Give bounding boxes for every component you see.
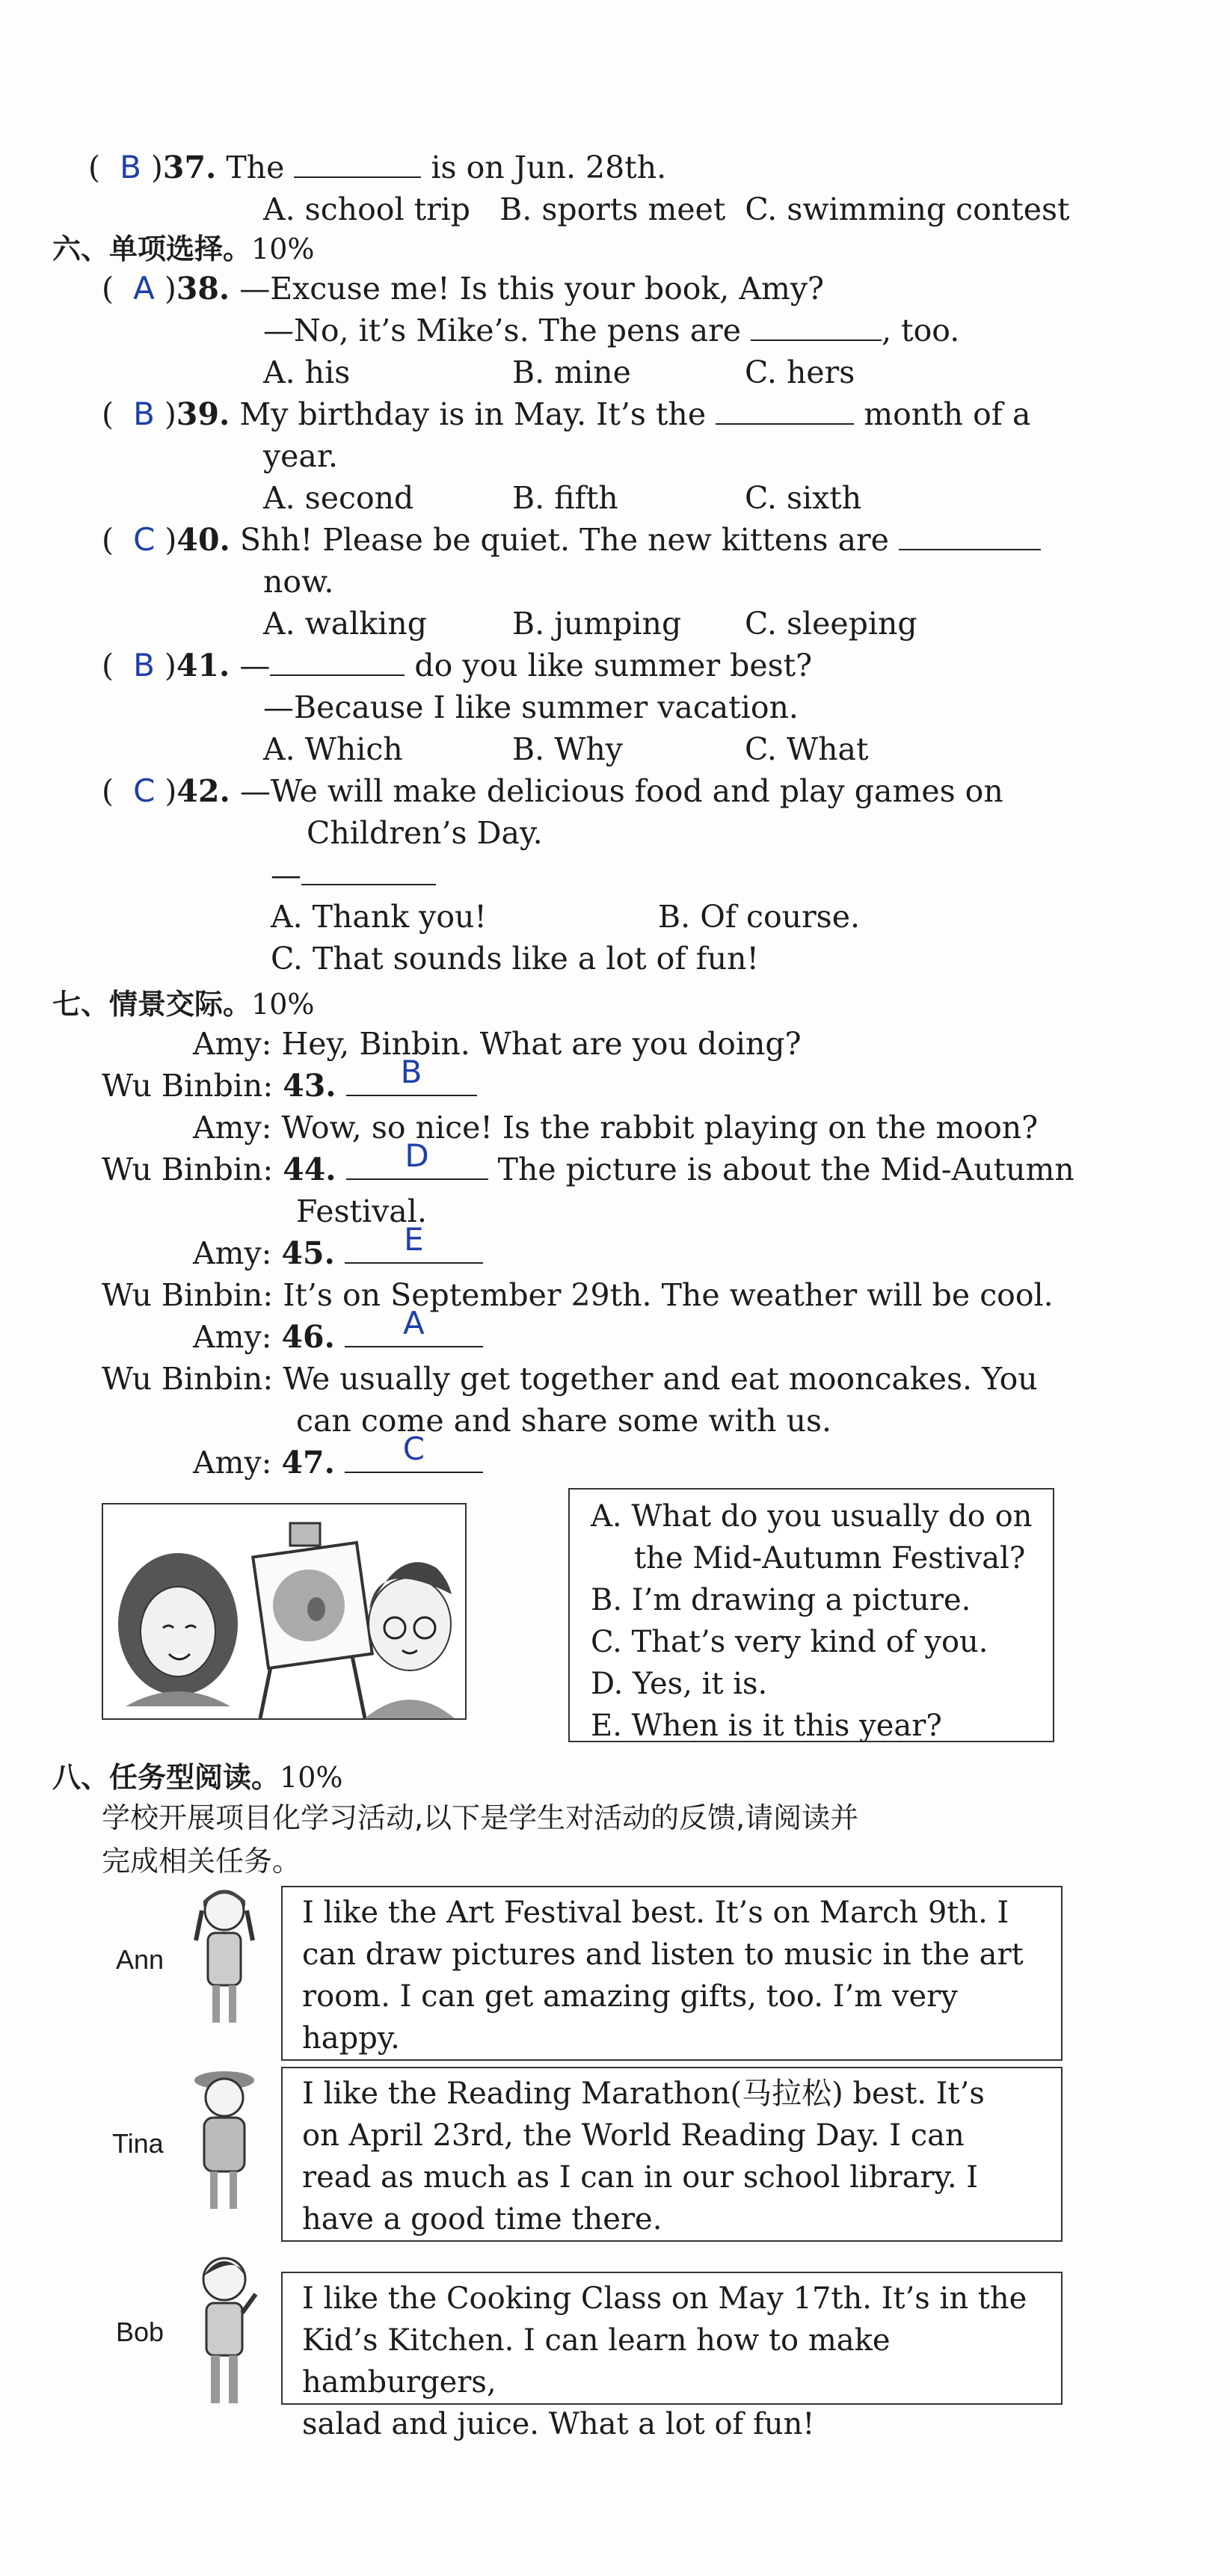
student-name: Ann [116, 1944, 164, 1975]
dialogue-options-box [568, 1488, 1054, 1742]
feedback-line: I like the Art Festival best. It’s on March 9th. I [302, 1896, 1009, 1930]
section-6-title [52, 226, 314, 267]
girl-figure-icon [187, 1884, 262, 2034]
stem: Children’s Day. [307, 815, 543, 851]
answer-47: C [402, 1430, 425, 1467]
option-c: C. What [745, 731, 869, 767]
answer-44: D [405, 1137, 429, 1174]
answer-40: C [133, 521, 156, 558]
stem: —We will make delicious food and play games on [239, 773, 1003, 809]
speaker: Amy: [193, 1235, 272, 1271]
rabbit-icon [307, 1597, 325, 1621]
question-number: 42. [176, 773, 230, 809]
speaker: Wu Binbin: [102, 1152, 274, 1187]
section-percent: 10% [251, 988, 315, 1021]
option-c: C. That sounds like a lot of fun! [271, 941, 760, 977]
answer-blank [899, 519, 1041, 550]
question-40: ( C )40. Shh! Please be quiet. The new kittens are [102, 519, 1041, 561]
stem: —Excuse me! Is this your book, Amy? [239, 271, 825, 307]
student-name: Tina [112, 2128, 164, 2159]
question-37: ( B )37. The is on Jun. 28th. [88, 147, 666, 188]
question-number: 46. [281, 1319, 335, 1355]
question-number: 45. [281, 1235, 335, 1271]
option-a: A. second [263, 480, 414, 516]
speaker: Wu Binbin: [102, 1277, 274, 1313]
speaker: Wu Binbin: [102, 1361, 274, 1397]
answer-blank [345, 1221, 483, 1264]
stem: My birthday is in May. It’s the [239, 396, 707, 432]
feedback-line: Kid’s Kitchen. I can learn how to make hamburgers, [302, 2323, 891, 2400]
question-number: 44. [283, 1152, 336, 1187]
option-a: A. Thank you! [271, 899, 487, 935]
option-b: B. Of course. [658, 899, 861, 935]
option-b: B. mine [512, 354, 631, 390]
feedback-box-bob [281, 2272, 1063, 2441]
feedback-line: can draw pictures and listen to music in the art [302, 1937, 1024, 1972]
feedback-line: I like the Reading Marathon(马拉松) best. It’s [302, 2077, 985, 2111]
question-number: 40. [176, 522, 230, 558]
dialogue-text: Hey, Binbin. What are you doing? [281, 1026, 802, 1062]
dialogue-line [193, 1430, 483, 1484]
dialogue-line [193, 1221, 483, 1274]
stem: — [239, 648, 271, 683]
option-e: E. When is it this year? [591, 1709, 942, 1743]
feedback-line: read as much as I can in our school library. I [302, 2160, 979, 2195]
answer-blank [345, 1305, 483, 1347]
answer-blank [751, 310, 882, 341]
dialogue-text: It’s on September 29th. The weather will be cool. [283, 1277, 1054, 1313]
answer-blank [346, 1054, 477, 1096]
stem: is on Jun. 28th. [431, 150, 667, 185]
dialogue-line [193, 1305, 483, 1358]
feedback-box-tina [281, 2067, 1063, 2242]
option-b: B. jumping [512, 606, 682, 642]
feedback-line: room. I can get amazing gifts, too. I’m very [302, 1979, 958, 2014]
option-a: A. his [263, 354, 351, 390]
feedback-line: have a good time there. [302, 2202, 662, 2237]
speaker: Amy: [193, 1110, 272, 1146]
options-37: A. school trip B. sports meet C. swimming contest [263, 191, 1070, 227]
question-38: ( A )38. —Excuse me! Is this your book, Amy? [102, 270, 825, 307]
section-8-title [52, 1754, 342, 1795]
answer-41: B [133, 647, 155, 683]
girl-face [141, 1587, 215, 1676]
answer-46: A [403, 1305, 425, 1341]
feedback-line: happy. [302, 2021, 400, 2056]
answer-37: B [120, 149, 141, 185]
section-title-text: 七、情景交际。 [52, 988, 252, 1021]
stem: The [226, 150, 285, 185]
dialogue-line [193, 1107, 1038, 1149]
question-41: ( B )41. — do you like summer best? [102, 645, 812, 686]
answer-blank [346, 1137, 488, 1180]
dialogue-text: The picture is about the Mid-Autumn [497, 1152, 1074, 1187]
boy-figure-icon [187, 2249, 262, 2421]
stem: —No, it’s Mike’s. The pens are [263, 313, 742, 348]
instructions: 完成相关任务。 [102, 1845, 301, 1878]
answer-39: B [133, 396, 155, 432]
speaker: Amy: [193, 1319, 272, 1355]
option-b: B. fifth [512, 480, 618, 516]
dialogue-line [102, 1137, 1074, 1190]
option-a-cont: the Mid-Autumn Festival? [634, 1541, 1026, 1576]
dialogue-line [102, 1054, 477, 1107]
option-d: D. Yes, it is. [591, 1667, 768, 1701]
dialogue-text: Festival. [296, 1193, 427, 1229]
speaker: Wu Binbin: [102, 1068, 274, 1104]
instructions: 学校开展项目化学习活动,以下是学生对活动的反馈,请阅读并 [102, 1801, 859, 1834]
section-percent: 10% [280, 1761, 343, 1794]
question-number: 37. [162, 150, 217, 185]
option-a: A. What do you usually do on [591, 1499, 1033, 1534]
stem: now. [263, 564, 334, 600]
question-39: ( B )39. My birthday is in May. It’s the month of a [102, 393, 1030, 435]
girl-hat-figure-icon [183, 2064, 265, 2221]
answer-45: E [404, 1221, 424, 1258]
illustration-girl-boy-painting [103, 1504, 465, 1718]
answer-blank [301, 854, 436, 885]
student-name: Bob [116, 2317, 164, 2347]
stem: , too. [882, 313, 960, 348]
dialogue-text: We usually get together and eat mooncakes. You [283, 1361, 1038, 1397]
stem: — [271, 857, 301, 893]
option-c: C. That’s very kind of you. [591, 1625, 988, 1659]
answer-blank [294, 147, 421, 178]
dialogue-illustration [102, 1503, 467, 1720]
answer-blank [716, 393, 854, 425]
section-7-title [52, 981, 314, 1022]
question-number: 38. [176, 271, 230, 307]
answer-blank [270, 645, 405, 676]
boy-face [369, 1578, 451, 1670]
feedback-line: I like the Cooking Class on May 17th. It’s in the [302, 2281, 1027, 2316]
question-number: 43. [283, 1068, 336, 1104]
option-a: A. Which [263, 731, 403, 767]
question-42: ( C )42. —We will make delicious food and play games on [102, 772, 1003, 809]
dialogue-line [102, 1274, 1054, 1316]
section-title-text: 六、单项选择。 [52, 233, 252, 265]
section-percent: 10% [251, 233, 315, 265]
question-38-line2 [263, 310, 959, 351]
dialogue-line [193, 1023, 802, 1065]
dialogue-text: can come and share some with us. [296, 1403, 832, 1439]
answer-42: C [133, 772, 156, 809]
feedback-line: on April 23rd, the World Reading Day. I can [302, 2118, 965, 2153]
stem: do you like summer best? [414, 648, 813, 683]
option-c: C. sixth [745, 480, 862, 516]
stem: Shh! Please be quiet. The new kittens are [239, 522, 889, 558]
question-number: 47. [281, 1445, 335, 1481]
option-c: C. hers [745, 354, 855, 390]
speaker: Amy: [193, 1026, 272, 1062]
feedback-line: salad and juice. What a lot of fun! [302, 2407, 815, 2441]
question-number: 41. [176, 648, 230, 683]
speaker: Amy: [193, 1445, 272, 1481]
stem: year. [263, 438, 338, 474]
answer-blank [345, 1430, 483, 1473]
stem: —Because I like summer vacation. [263, 689, 799, 725]
answer-38: A [133, 270, 155, 307]
answer-43: B [400, 1054, 422, 1090]
question-42-line3 [271, 854, 436, 896]
option-a: A. walking [263, 606, 427, 642]
option-b: B. Why [512, 731, 623, 767]
option-c: C. sleeping [745, 606, 917, 642]
feedback-box-ann [281, 1886, 1063, 2061]
option-b: B. I’m drawing a picture. [591, 1583, 971, 1617]
section-title-text: 八、任务型阅读。 [52, 1761, 280, 1794]
question-number: 39. [176, 396, 230, 432]
dialogue-text: Wow, so nice! Is the rabbit playing on the moon? [281, 1110, 1039, 1146]
dialogue-line [102, 1358, 1038, 1400]
stem: month of a [864, 396, 1031, 432]
